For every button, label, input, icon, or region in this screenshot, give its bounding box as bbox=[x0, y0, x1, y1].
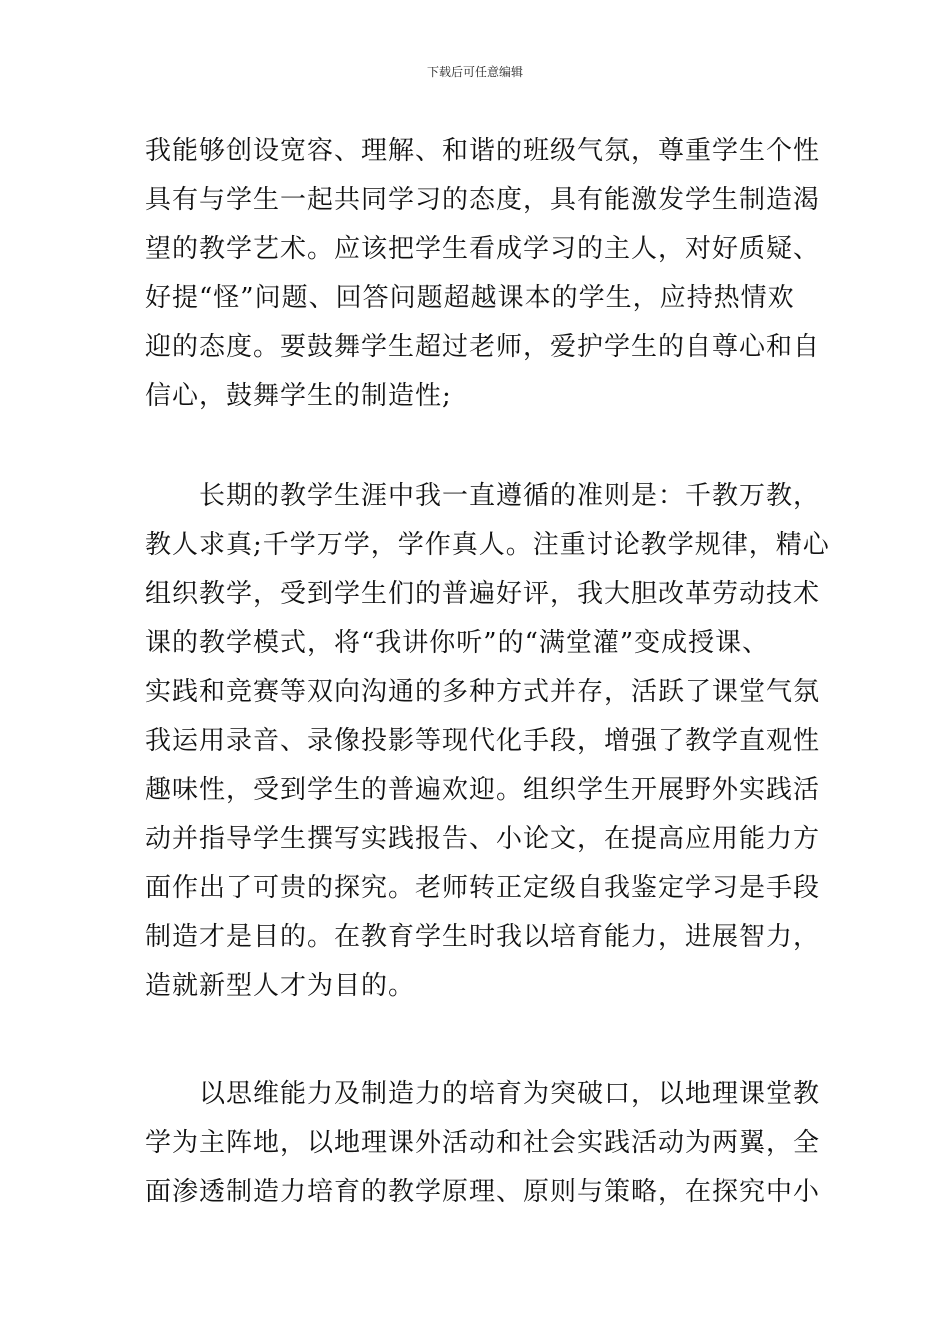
text-line: 制造才是目的。在教育学生时我以培育能力，进展智力， bbox=[145, 922, 821, 952]
text-line: 造就新型人才为目的。 bbox=[145, 971, 416, 1001]
paragraph-2 bbox=[145, 472, 830, 1011]
text-line: 望的教学艺术。应该把学生看成学习的主人，对好质疑、 bbox=[145, 234, 821, 264]
page-header-note: 下载后可任意编辑 bbox=[426, 65, 523, 79]
text-line: 长期的教学生涯中我一直遵循的准则是：千教万教， bbox=[199, 481, 821, 511]
text-line: 动并指导学生撰写实践报告、小论文，在提高应用能力方 bbox=[145, 824, 821, 854]
text-line: 我运用录音、录像投影等现代化手段，增强了教学直观性 bbox=[145, 726, 821, 756]
text-line: 面作出了可贵的探究。老师转正定级自我鉴定学习是手段 bbox=[145, 873, 821, 903]
text-line: 信心，鼓舞学生的制造性; bbox=[145, 381, 452, 411]
text-line: 组织教学，受到学生们的普遍好评，我大胆改革劳动技术 bbox=[145, 579, 821, 609]
text-line: 迎的态度。要鼓舞学生超过老师，爱护学生的自尊心和自 bbox=[145, 332, 821, 362]
text-line: 具有与学生一起共同学习的态度，具有能激发学生制造渴 bbox=[145, 185, 821, 215]
paragraph-1 bbox=[145, 127, 821, 421]
text-line: 好提“怪”问题、回答问题超越课本的学生，应持热情欢 bbox=[145, 283, 795, 313]
text-line: 趣味性，受到学生的普遍欢迎。组织学生开展野外实践活 bbox=[145, 775, 821, 805]
text-line: 课的教学模式，将“我讲你听”的“满堂灌”变成授课、 bbox=[145, 628, 770, 658]
text-line: 我能够创设宽容、理解、和谐的班级气氛，尊重学生个性 bbox=[145, 136, 821, 166]
text-line: 以思维能力及制造力的培育为突破口，以地理课堂教 bbox=[199, 1079, 821, 1109]
text-line: 实践和竞赛等双向沟通的多种方式并存，活跃了课堂气氛 bbox=[145, 677, 821, 707]
text-line: 面渗透制造力培育的教学原理、原则与策略，在探究中小 bbox=[145, 1177, 821, 1207]
paragraph-3 bbox=[145, 1070, 821, 1217]
text-line: 学为主阵地，以地理课外活动和社会实践活动为两翼，全 bbox=[145, 1128, 821, 1158]
text-line: 教人求真;千学万学，学作真人。注重讨论教学规律，精心 bbox=[145, 530, 830, 560]
